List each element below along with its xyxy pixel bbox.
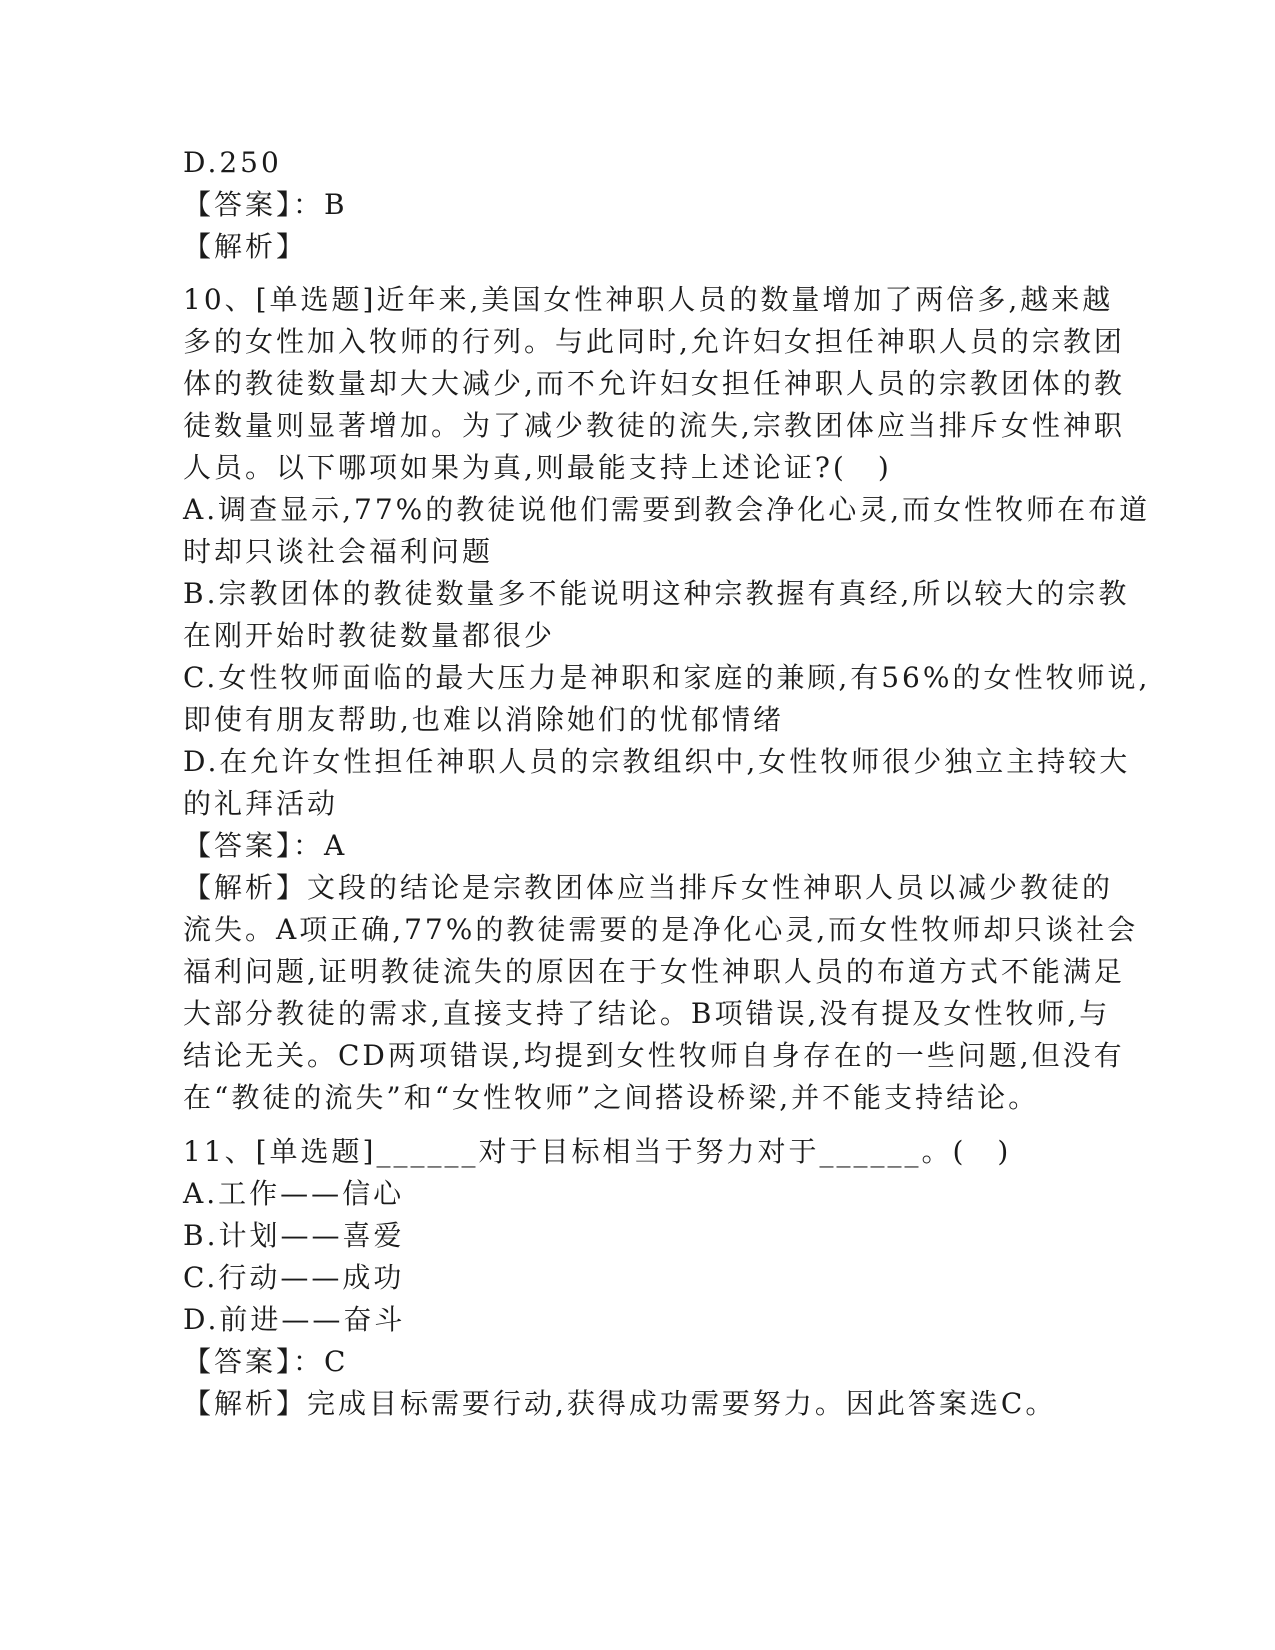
q10-option-c-cont: 即使有朋友帮助,也难以消除她们的忧郁情绪	[183, 703, 784, 736]
q10-stem-line: 人员。以下哪项如果为真,则最能支持上述论证?( )	[183, 451, 892, 484]
q10-option-d: D.在允许女性担任神职人员的宗教组织中,女性牧师很少独立主持较大	[183, 745, 1131, 778]
question-11	[183, 1131, 1083, 1425]
q10-option-c: C.女性牧师面临的最大压力是神职和家庭的兼顾,有56%的女性牧师说,	[183, 661, 1151, 694]
q11-answer: 【答案】：C	[183, 1345, 349, 1378]
q10-option-d-cont: 的礼拜活动	[183, 787, 339, 820]
q10-analysis-line: 结论无关。CD两项错误,均提到女性牧师自身存在的一些问题,但没有	[183, 1039, 1125, 1072]
q11-option-c: C.行动——成功	[183, 1261, 405, 1294]
q10-option-a-cont: 时却只谈社会福利问题	[183, 535, 494, 568]
q10-analysis-line: 在“教徒的流失”和“女性牧师”之间搭设桥梁,并不能支持结论。	[183, 1081, 1040, 1114]
q11-stem: 11、[单选题]______对于目标相当于努力对于______。( )	[183, 1135, 1012, 1168]
q10-option-b: B.宗教团体的教徒数量多不能说明这种宗教握有真经,所以较大的宗教	[183, 577, 1130, 610]
q11-option-b: B.计划——喜爱	[183, 1219, 405, 1252]
prev-answer: 【答案】：B	[183, 188, 348, 221]
q11-option-a: A.工作——信心	[183, 1177, 405, 1210]
prev-analysis: 【解析】	[183, 230, 308, 263]
q10-analysis-line: 大部分教徒的需求,直接支持了结论。B项错误,没有提及女性牧师,与	[183, 997, 1111, 1030]
q11-analysis: 【解析】完成目标需要行动,获得成功需要努力。因此答案选C。	[183, 1387, 1057, 1420]
q10-stem-line: 徒数量则显著增加。为了减少教徒的流失,宗教团体应当排斥女性神职	[183, 409, 1125, 442]
document-page	[183, 142, 1151, 1425]
q10-analysis-line: 福利问题,证明教徒流失的原因在于女性神职人员的布道方式不能满足	[183, 955, 1125, 988]
q10-stem-line: 体的教徒数量却大大减少,而不允许妇女担任神职人员的宗教团体的教	[183, 367, 1125, 400]
q11-option-d: D.前进——奋斗	[183, 1303, 406, 1336]
q10-stem-line: 多的女性加入牧师的行列。与此同时,允许妇女担任神职人员的宗教团	[183, 325, 1125, 358]
q10-option-b-cont: 在刚开始时教徒数量都很少	[183, 619, 556, 652]
q10-option-a: A.调查显示,77%的教徒说他们需要到教会净化心灵,而女性牧师在布道	[183, 493, 1151, 526]
q10-answer: 【答案】：A	[183, 829, 348, 862]
q10-stem-line: 10、[单选题]近年来,美国女性神职人员的数量增加了两倍多,越来越	[183, 283, 1114, 316]
question-10	[183, 279, 1151, 1119]
q10-analysis-line: 【解析】文段的结论是宗教团体应当排斥女性神职人员以减少教徒的	[183, 871, 1114, 904]
prev-option-d: D.250	[183, 146, 282, 179]
q10-analysis-line: 流失。A项正确,77%的教徒需要的是净化心灵,而女性牧师却只谈社会	[183, 913, 1139, 946]
